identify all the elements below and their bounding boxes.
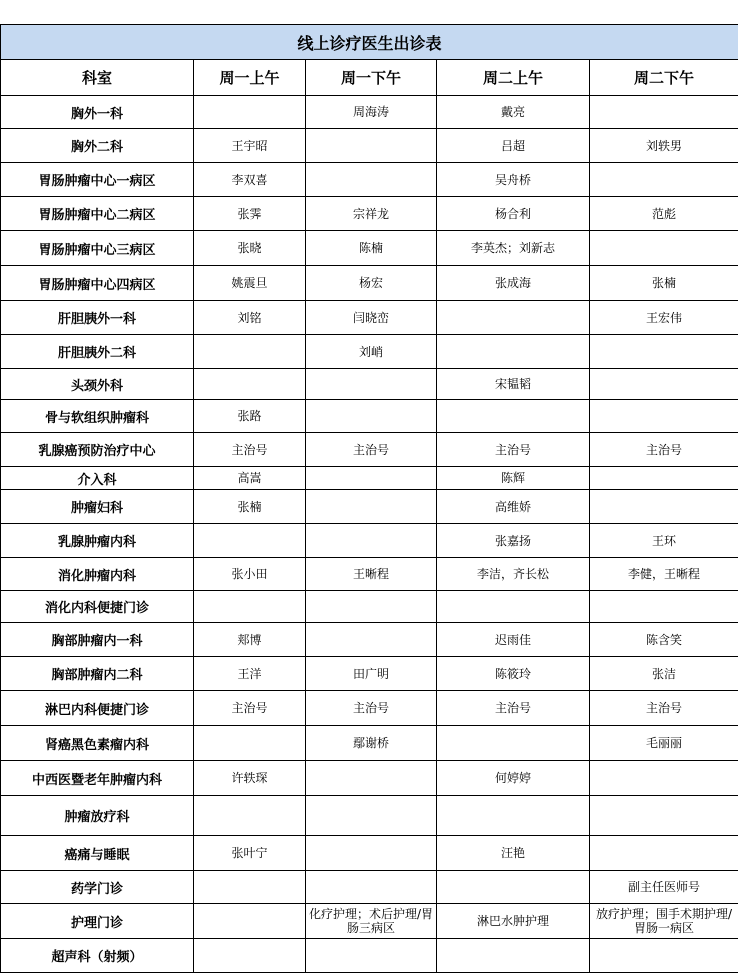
monday-afternoon-cell: 闫晓峦 [306, 301, 437, 335]
monday-morning-cell [194, 726, 306, 761]
monday-morning-cell [194, 369, 306, 400]
monday-morning-cell: 刘铭 [194, 301, 306, 335]
tuesday-morning-cell: 主治号 [437, 691, 590, 726]
table-row [1, 129, 738, 163]
tuesday-afternoon-cell [590, 231, 738, 266]
tuesday-morning-cell: 主治号 [437, 433, 590, 467]
table-row [1, 96, 738, 129]
tuesday-afternoon-cell [590, 836, 738, 871]
header-department: 科室 [1, 60, 194, 96]
table-row [1, 726, 738, 761]
tuesday-afternoon-cell: 毛丽丽 [590, 726, 738, 761]
monday-afternoon-cell: 王晰程 [306, 558, 437, 591]
tuesday-morning-cell: 何婷婷 [437, 761, 590, 796]
tuesday-morning-cell [437, 301, 590, 335]
tuesday-afternoon-cell [590, 335, 738, 369]
monday-morning-cell: 张小田 [194, 558, 306, 591]
tuesday-morning-cell [437, 335, 590, 369]
tuesday-morning-cell: 迟雨佳 [437, 623, 590, 657]
tuesday-morning-cell: 戴亮 [437, 96, 590, 129]
monday-afternoon-cell: 田广明 [306, 657, 437, 691]
table-row [1, 591, 738, 623]
monday-morning-cell: 张路 [194, 400, 306, 433]
monday-morning-cell [194, 335, 306, 369]
table-row [1, 657, 738, 691]
table-row [1, 761, 738, 796]
monday-afternoon-cell [306, 623, 437, 657]
tuesday-afternoon-cell [590, 490, 738, 524]
monday-afternoon-cell [306, 836, 437, 871]
monday-morning-cell: 高嵩 [194, 467, 306, 490]
monday-afternoon-cell: 化疗护理；术后护理/胃肠三病区 [306, 904, 437, 939]
table-row [1, 197, 738, 231]
monday-morning-cell [194, 904, 306, 939]
tuesday-afternoon-cell [590, 400, 738, 433]
tuesday-afternoon-cell [590, 96, 738, 129]
monday-afternoon-cell: 杨宏 [306, 266, 437, 301]
tuesday-afternoon-cell: 张洁 [590, 657, 738, 691]
department-cell: 护理门诊 [1, 904, 194, 939]
monday-morning-cell: 李双喜 [194, 163, 306, 197]
monday-afternoon-cell: 鄢谢桥 [306, 726, 437, 761]
monday-morning-cell: 王宇昭 [194, 129, 306, 163]
monday-morning-cell: 张霁 [194, 197, 306, 231]
tuesday-morning-cell: 李英杰；刘新志 [437, 231, 590, 266]
department-cell: 胸外二科 [1, 129, 194, 163]
tuesday-morning-cell [437, 400, 590, 433]
header-row [1, 60, 738, 96]
department-cell: 胸部肿瘤内二科 [1, 657, 194, 691]
table-row [1, 369, 738, 400]
monday-morning-cell: 许轶琛 [194, 761, 306, 796]
monday-afternoon-cell [306, 163, 437, 197]
monday-morning-cell: 主治号 [194, 691, 306, 726]
tuesday-afternoon-cell: 副主任医师号 [590, 871, 738, 904]
tuesday-morning-cell [437, 726, 590, 761]
tuesday-morning-cell: 张成海 [437, 266, 590, 301]
monday-afternoon-cell [306, 796, 437, 836]
monday-afternoon-cell: 陈楠 [306, 231, 437, 266]
monday-morning-cell [194, 796, 306, 836]
tuesday-morning-cell: 张嘉扬 [437, 524, 590, 558]
header-monday-morning: 周一上午 [194, 60, 306, 96]
department-cell: 胃肠肿瘤中心一病区 [1, 163, 194, 197]
tuesday-afternoon-cell [590, 591, 738, 623]
monday-afternoon-cell [306, 871, 437, 904]
department-cell: 癌痛与睡眠 [1, 836, 194, 871]
department-cell: 骨与软组织肿瘤科 [1, 400, 194, 433]
table-row [1, 467, 738, 490]
table-row [1, 871, 738, 904]
department-cell: 超声科（射频） [1, 939, 194, 973]
department-cell: 肝胆胰外一科 [1, 301, 194, 335]
table-title: 线上诊疗医生出诊表 [1, 25, 738, 60]
tuesday-morning-cell: 高维娇 [437, 490, 590, 524]
monday-afternoon-cell [306, 524, 437, 558]
header-monday-afternoon: 周一下午 [306, 60, 437, 96]
tuesday-afternoon-cell [590, 939, 738, 973]
monday-morning-cell: 张楠 [194, 490, 306, 524]
department-cell: 胃肠肿瘤中心二病区 [1, 197, 194, 231]
department-cell: 胸外一科 [1, 96, 194, 129]
monday-morning-cell: 张晓 [194, 231, 306, 266]
monday-afternoon-cell [306, 467, 437, 490]
table-row [1, 266, 738, 301]
department-cell: 头颈外科 [1, 369, 194, 400]
department-cell: 肿瘤放疗科 [1, 796, 194, 836]
monday-morning-cell [194, 871, 306, 904]
tuesday-afternoon-cell: 范彪 [590, 197, 738, 231]
monday-morning-cell [194, 96, 306, 129]
tuesday-afternoon-cell: 主治号 [590, 691, 738, 726]
monday-afternoon-cell: 周海涛 [306, 96, 437, 129]
department-cell: 消化肿瘤内科 [1, 558, 194, 591]
department-cell: 消化内科便捷门诊 [1, 591, 194, 623]
tuesday-afternoon-cell [590, 369, 738, 400]
tuesday-morning-cell: 陈辉 [437, 467, 590, 490]
table-row [1, 433, 738, 467]
tuesday-afternoon-cell: 陈含笑 [590, 623, 738, 657]
tuesday-morning-cell: 汪艳 [437, 836, 590, 871]
tuesday-morning-cell: 淋巴水肿护理 [437, 904, 590, 939]
tuesday-afternoon-cell: 张楠 [590, 266, 738, 301]
title-row [1, 25, 738, 60]
monday-morning-cell: 姚震旦 [194, 266, 306, 301]
tuesday-afternoon-cell: 李健，王晰程 [590, 558, 738, 591]
department-cell: 淋巴内科便捷门诊 [1, 691, 194, 726]
header-tuesday-morning: 周二上午 [437, 60, 590, 96]
table-row [1, 301, 738, 335]
tuesday-morning-cell: 李洁，齐长松 [437, 558, 590, 591]
department-cell: 胸部肿瘤内一科 [1, 623, 194, 657]
schedule-table [0, 24, 738, 973]
table-row [1, 558, 738, 591]
monday-morning-cell: 郏博 [194, 623, 306, 657]
tuesday-morning-cell: 吕超 [437, 129, 590, 163]
table-row [1, 335, 738, 369]
table-row [1, 939, 738, 973]
department-cell: 肾癌黑色素瘤内科 [1, 726, 194, 761]
tuesday-afternoon-cell [590, 467, 738, 490]
tuesday-morning-cell [437, 796, 590, 836]
department-cell: 肿瘤妇科 [1, 490, 194, 524]
monday-afternoon-cell [306, 400, 437, 433]
table-row [1, 524, 738, 558]
monday-morning-cell: 主治号 [194, 433, 306, 467]
tuesday-morning-cell [437, 871, 590, 904]
top-margin [0, 0, 738, 24]
tuesday-afternoon-cell: 主治号 [590, 433, 738, 467]
tuesday-afternoon-cell: 王宏伟 [590, 301, 738, 335]
department-cell: 胃肠肿瘤中心四病区 [1, 266, 194, 301]
department-cell: 介入科 [1, 467, 194, 490]
monday-afternoon-cell [306, 591, 437, 623]
table-row [1, 400, 738, 433]
table-row [1, 163, 738, 197]
tuesday-afternoon-cell [590, 761, 738, 796]
tuesday-morning-cell: 宋韫韬 [437, 369, 590, 400]
monday-morning-cell: 张叶宁 [194, 836, 306, 871]
department-cell: 乳腺癌预防治疗中心 [1, 433, 194, 467]
monday-afternoon-cell [306, 490, 437, 524]
department-cell: 乳腺肿瘤内科 [1, 524, 194, 558]
monday-afternoon-cell: 宗祥龙 [306, 197, 437, 231]
table-row [1, 490, 738, 524]
monday-afternoon-cell [306, 939, 437, 973]
table-row [1, 904, 738, 939]
monday-afternoon-cell [306, 369, 437, 400]
department-cell: 药学门诊 [1, 871, 194, 904]
tuesday-afternoon-cell [590, 796, 738, 836]
tuesday-morning-cell [437, 939, 590, 973]
department-cell: 中西医暨老年肿瘤内科 [1, 761, 194, 796]
tuesday-afternoon-cell: 刘轶男 [590, 129, 738, 163]
monday-morning-cell [194, 939, 306, 973]
department-cell: 肝胆胰外二科 [1, 335, 194, 369]
monday-afternoon-cell: 刘峭 [306, 335, 437, 369]
tuesday-morning-cell: 陈筱玲 [437, 657, 590, 691]
monday-afternoon-cell: 主治号 [306, 433, 437, 467]
table-row [1, 796, 738, 836]
tuesday-afternoon-cell: 王环 [590, 524, 738, 558]
tuesday-morning-cell: 杨合利 [437, 197, 590, 231]
tuesday-morning-cell [437, 591, 590, 623]
monday-morning-cell [194, 591, 306, 623]
tuesday-afternoon-cell: 放疗护理；围手术期护理/胃肠一病区 [590, 904, 738, 939]
tuesday-morning-cell: 吴舟桥 [437, 163, 590, 197]
department-cell: 胃肠肿瘤中心三病区 [1, 231, 194, 266]
header-tuesday-afternoon: 周二下午 [590, 60, 738, 96]
tuesday-afternoon-cell [590, 163, 738, 197]
monday-afternoon-cell [306, 761, 437, 796]
table-row [1, 623, 738, 657]
monday-afternoon-cell: 主治号 [306, 691, 437, 726]
monday-morning-cell [194, 524, 306, 558]
monday-morning-cell: 王洋 [194, 657, 306, 691]
table-row [1, 231, 738, 266]
table-row [1, 691, 738, 726]
table-row [1, 836, 738, 871]
monday-afternoon-cell [306, 129, 437, 163]
